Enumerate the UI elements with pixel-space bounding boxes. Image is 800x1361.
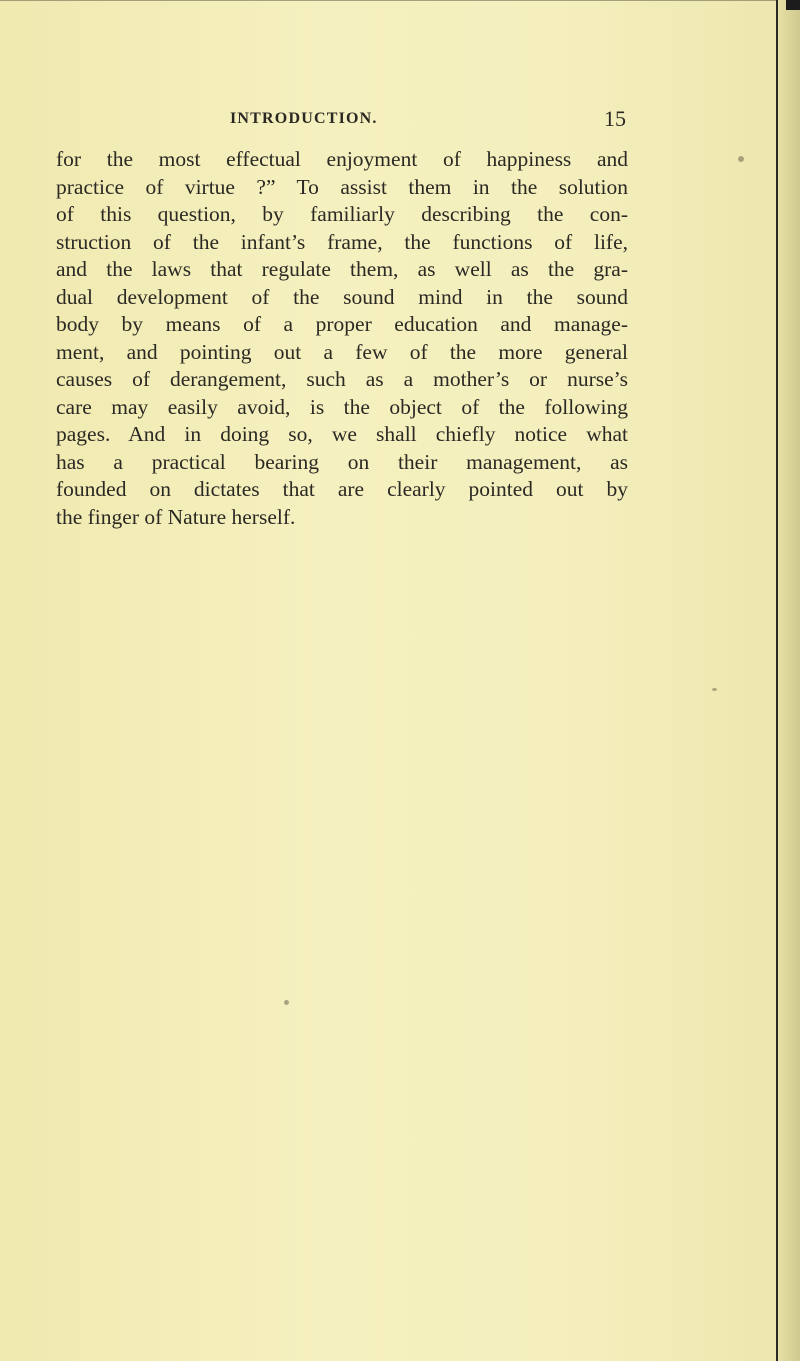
paper-speck xyxy=(284,1000,289,1005)
paper-speck xyxy=(738,156,744,162)
text-line: of this question, by familiarly describing the con- xyxy=(56,202,628,226)
text-line: body by means of a proper education and manage- xyxy=(56,312,628,336)
text-line: and the laws that regulate them, as well as the gra- xyxy=(56,257,628,281)
text-line: pages. And in doing so, we shall chiefly notice what xyxy=(56,422,628,446)
text-line: founded on dictates that are clearly pointed out by xyxy=(56,477,628,501)
text-line: struction of the infant’s frame, the functions of life, xyxy=(56,229,628,254)
page-number: 15 xyxy=(604,106,626,131)
text-line: ment, and pointing out a few of the more general xyxy=(56,339,628,364)
page-right-edge xyxy=(776,0,800,1361)
text-line: causes of derangement, such as a mother’s or nurse’s xyxy=(56,367,628,391)
corner-mark xyxy=(786,0,800,10)
text-line: care may easily avoid, is the object of the following xyxy=(56,394,628,419)
text-line: for the most effectual enjoyment of happiness and xyxy=(56,147,628,171)
text-line: dual development of the sound mind in the sound xyxy=(56,284,628,309)
text-line: the finger of Nature herself. xyxy=(56,504,296,529)
running-head-title: INTRODUCTION. xyxy=(230,110,378,127)
text-line: practice of virtue ?” To assist them in the solution xyxy=(56,174,628,199)
text-line: has a practical bearing on their management, as xyxy=(56,449,628,474)
page-top-edge xyxy=(0,0,780,5)
paper-speck xyxy=(712,688,717,691)
body-paragraph xyxy=(56,146,628,531)
